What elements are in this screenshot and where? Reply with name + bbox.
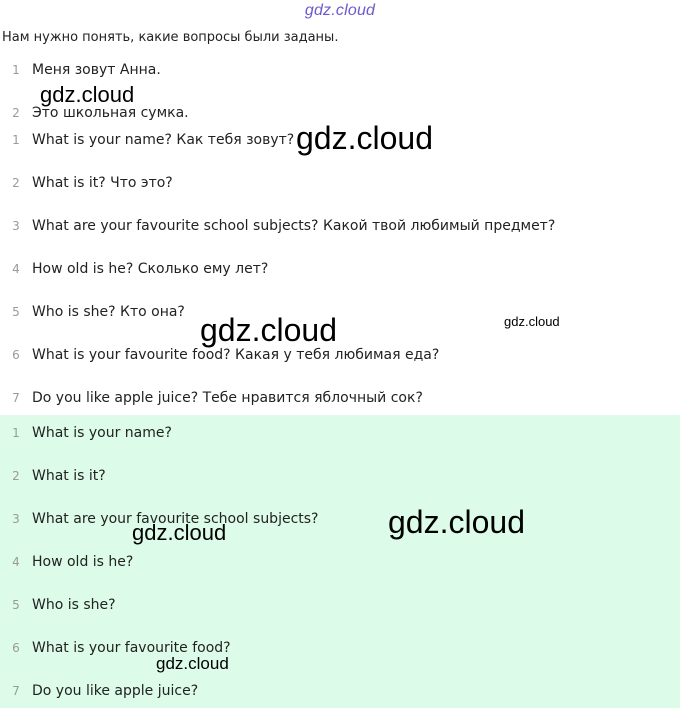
item-text: What are your favourite school subjects? Какой твой любимый предмет? xyxy=(32,218,556,234)
item-text: What is your name? xyxy=(32,425,172,441)
list-item xyxy=(0,345,680,365)
answer-item xyxy=(0,509,680,529)
item-text: What is it? Что это? xyxy=(32,175,173,191)
watermark: gdz.cloud xyxy=(388,504,525,540)
list-item xyxy=(0,302,680,322)
item-text: Меня зовут Анна. xyxy=(32,62,161,78)
watermark: gdz.cloud xyxy=(132,520,227,545)
item-text: Who is she? Кто она? xyxy=(32,304,185,320)
item-text: Do you like apple juice? Тебе нравится яблочный сок? xyxy=(32,390,423,406)
list-item xyxy=(0,259,680,279)
watermark: gdz.cloud xyxy=(156,654,229,673)
item-number: 5 xyxy=(12,598,20,612)
item-number: 1 xyxy=(12,426,20,440)
list-item xyxy=(0,173,680,193)
answer-item xyxy=(0,423,680,443)
item-number: 6 xyxy=(12,348,20,362)
item-number: 1 xyxy=(12,133,20,147)
item-number: 2 xyxy=(12,469,20,483)
item-number: 1 xyxy=(12,63,20,77)
item-text: How old is he? Сколько ему лет? xyxy=(32,261,269,277)
item-number: 7 xyxy=(12,391,20,405)
item-text: What is your favourite food? Какая у тебя любимая еда? xyxy=(32,347,440,363)
intro-text: Нам нужно понять, какие вопросы были заданы. xyxy=(2,30,339,45)
item-number: 2 xyxy=(12,176,20,190)
item-text: What are your favourite school subjects? xyxy=(32,511,319,527)
item-text: What is it? xyxy=(32,468,106,484)
item-text: Who is she? xyxy=(32,597,116,613)
header-watermark: gdz.cloud xyxy=(304,2,376,19)
item-text: What is your favourite food? xyxy=(32,640,231,656)
item-number: 5 xyxy=(12,305,20,319)
watermark: gdz.cloud xyxy=(200,312,337,348)
item-number: 7 xyxy=(12,684,20,698)
answer-item xyxy=(0,595,680,615)
watermark: gdz.cloud xyxy=(504,314,560,329)
item-number: 4 xyxy=(12,555,20,569)
list-item xyxy=(0,388,680,408)
item-text: Do you like apple juice? xyxy=(32,683,199,699)
list-item xyxy=(0,216,680,236)
answer-item xyxy=(0,466,680,486)
answer-item xyxy=(0,552,680,572)
watermark: gdz.cloud xyxy=(40,82,135,107)
answer-item xyxy=(0,681,680,701)
item-text: What is your name? Как тебя зовут? xyxy=(32,132,295,148)
list-item xyxy=(0,60,680,80)
item-text: How old is he? xyxy=(32,554,134,570)
answer-item xyxy=(0,638,680,658)
item-number: 2 xyxy=(12,106,20,120)
item-number: 6 xyxy=(12,641,20,655)
item-number: 3 xyxy=(12,512,20,526)
item-text: Это школьная сумка. xyxy=(32,105,189,121)
item-number: 4 xyxy=(12,262,20,276)
item-number: 3 xyxy=(12,219,20,233)
watermark: gdz.cloud xyxy=(296,120,433,156)
